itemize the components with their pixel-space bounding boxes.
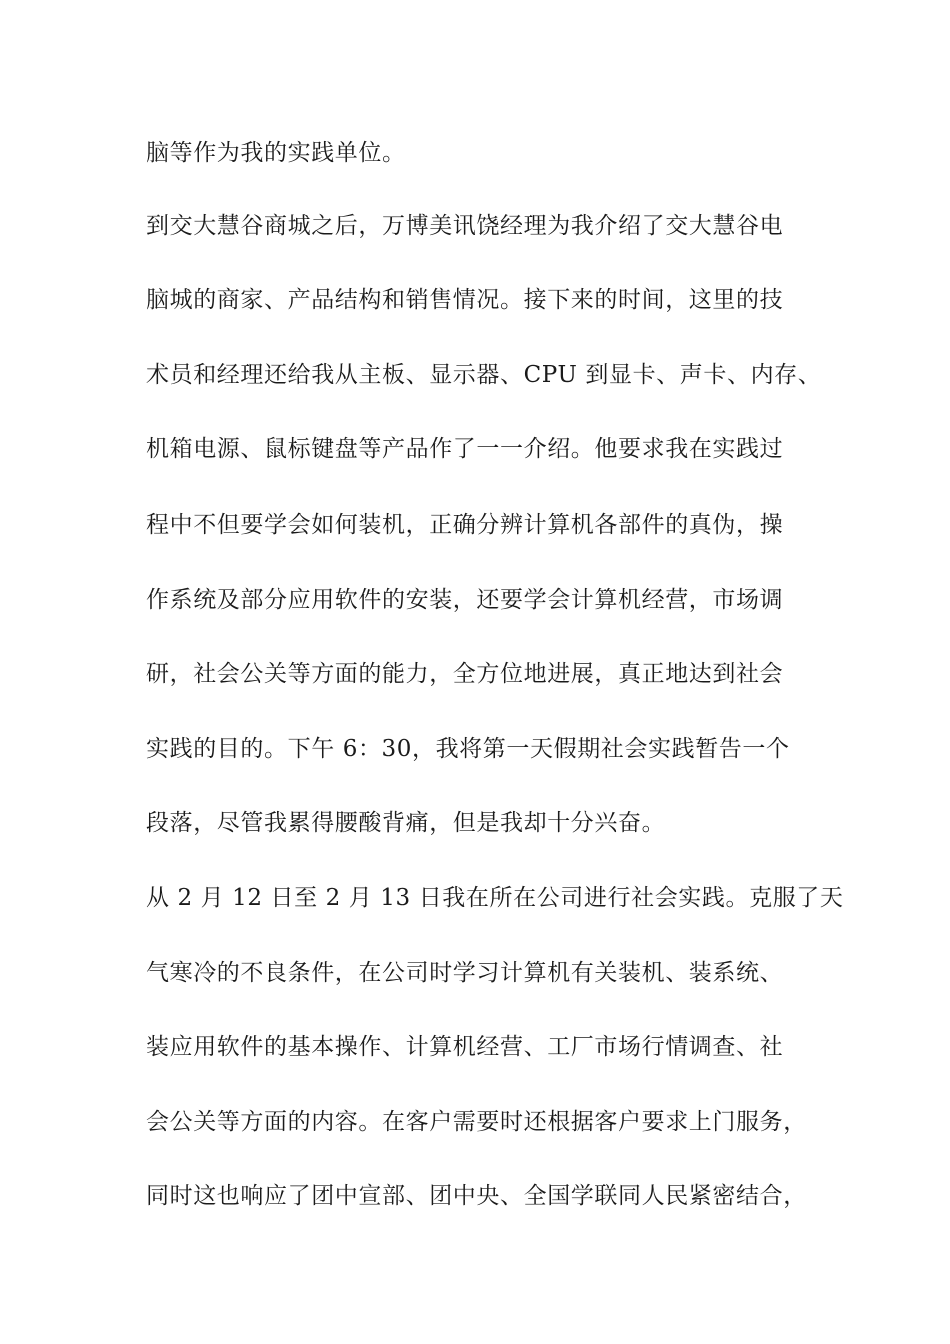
text-line: 程中不但要学会如何装机，正确分辨计算机各部件的真伪，操 — [146, 512, 784, 538]
text-line: 术员和经理还给我从主板、显示器、CPU 到显卡、声卡、内存、 — [146, 362, 822, 388]
text-line: 作系统及部分应用软件的安装，还要学会计算机经营，市场调 — [146, 587, 784, 613]
text-line: 脑城的商家、产品结构和销售情况。接下来的时间，这里的技 — [146, 287, 784, 313]
text-line: 同时这也响应了团中宣部、团中央、全国学联同人民紧密结合， — [146, 1183, 807, 1209]
text-line: 段落，尽管我累得腰酸背痛，但是我却十分兴奋。 — [146, 810, 666, 836]
text-line: 机箱电源、鼠标键盘等产品作了一一介绍。他要求我在实践过 — [146, 436, 784, 462]
text-line: 会公关等方面的内容。在客户需要时还根据客户要求上门服务， — [146, 1109, 807, 1135]
text-line: 实践的目的。下午 6：30，我将第一天假期社会实践暂告一个 — [146, 736, 790, 762]
text-line: 装应用软件的基本操作、计算机经营、工厂市场行情调查、社 — [146, 1034, 784, 1060]
text-line: 气寒冷的不良条件，在公司时学习计算机有关装机、装系统、 — [146, 960, 784, 986]
text-line: 脑等作为我的实践单位。 — [146, 140, 406, 166]
text-line: 到交大慧谷商城之后，万博美讯饶经理为我介绍了交大慧谷电 — [146, 213, 784, 239]
text-line: 研，社会公关等方面的能力，全方位地进展，真正地达到社会 — [146, 661, 784, 687]
text-line: 从 2 月 12 日至 2 月 13 日我在所在公司进行社会实践。克服了天 — [146, 885, 844, 911]
